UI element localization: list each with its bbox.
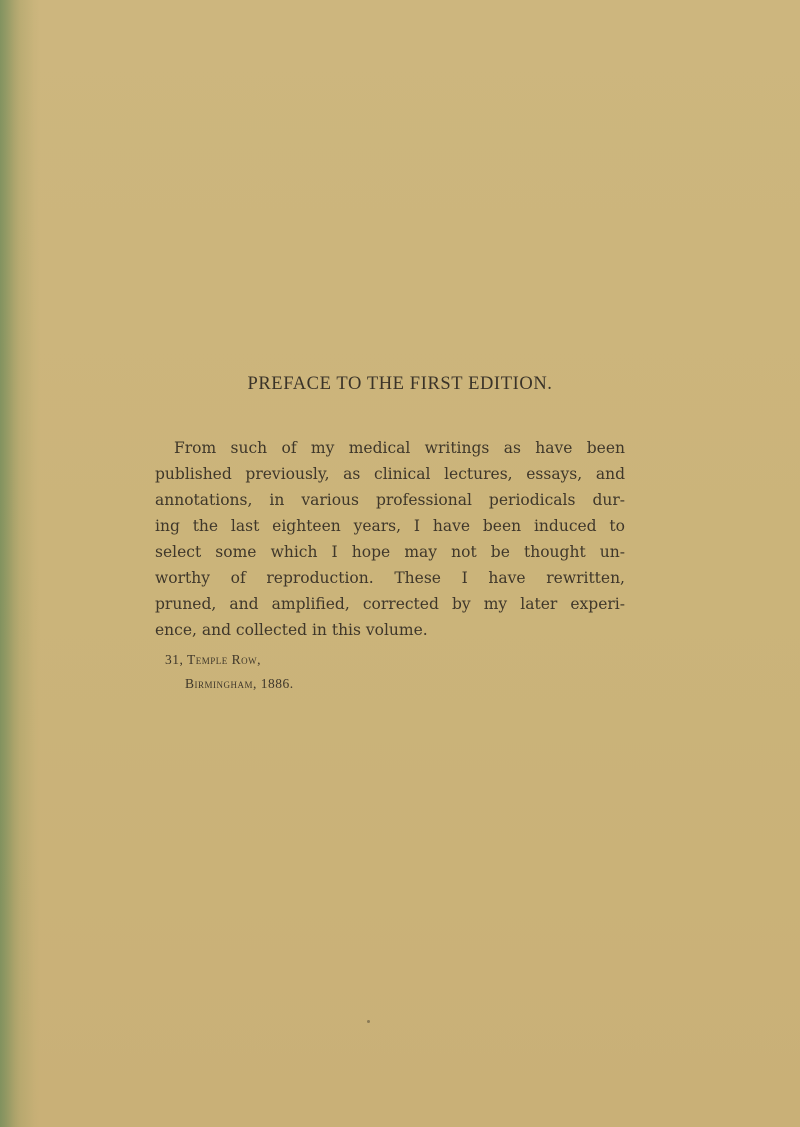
paragraph-line: annotations, in various professional periodicals dur- [155, 491, 625, 509]
paragraph-line: From such of my medical writings as have been [174, 439, 625, 457]
signature-city-date: Birmingham, 1886. [185, 676, 294, 691]
paper-speck [367, 1020, 370, 1023]
paragraph-line: ing the last eighteen years, I have been induced to [155, 517, 625, 535]
paragraph-line: published previously, as clinical lectures, essays, and [155, 465, 625, 483]
paragraph-line: worthy of reproduction. These I have rewritten, [155, 569, 625, 587]
paragraph-line: pruned, and amplified, corrected by my later experi- [155, 595, 625, 613]
page-edge-shadow [0, 0, 34, 1127]
preface-paragraph [155, 435, 625, 643]
paragraph-line: select some which I hope may not be thought un- [155, 543, 625, 561]
signature-address: 31, Temple Row, [165, 652, 262, 667]
paragraph-line: ence, and collected in this volume. [155, 621, 428, 639]
preface-title: PREFACE TO THE FIRST EDITION. [247, 374, 553, 394]
